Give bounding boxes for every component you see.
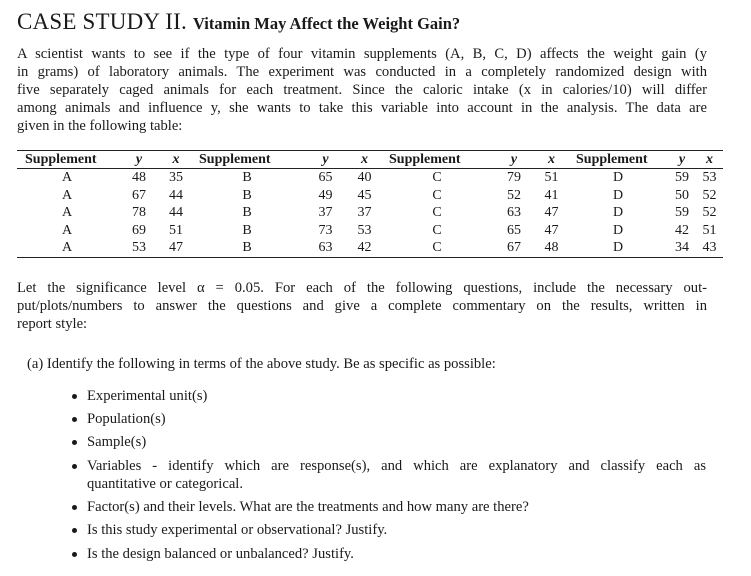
- supplement-header: Supplement: [17, 151, 117, 169]
- x-cell: 51: [169, 222, 183, 238]
- bullet-dot-icon: [72, 417, 77, 422]
- x-cell: 53: [357, 222, 372, 238]
- y-cell: 69: [132, 222, 146, 238]
- list-item: [72, 387, 706, 405]
- list-item-text: Sample(s): [87, 434, 147, 450]
- bullet-dot-icon: [72, 552, 77, 557]
- significance-paragraph: [17, 279, 707, 333]
- list-item: [72, 433, 706, 451]
- supplement-cell: B: [242, 222, 252, 238]
- list-item-text: Is this study experimental or observational? Justify.: [87, 522, 388, 538]
- table-row: [17, 187, 723, 205]
- supplement-cell: B: [191, 239, 303, 257]
- y-cell: 59: [675, 205, 689, 221]
- table-row: [17, 239, 723, 257]
- list-item-text: Variables - identify which are response(s), and which are explanatory and classify each as: [87, 458, 706, 474]
- x-cell: 47: [544, 222, 559, 238]
- table-row: [17, 222, 723, 240]
- supplement-cell: C: [432, 205, 442, 221]
- x-cell: 52: [702, 187, 717, 203]
- x-cell: 52: [702, 205, 717, 221]
- supplement-cell: D: [612, 222, 624, 238]
- supplement-cell: A: [61, 205, 73, 221]
- supplement-cell: B: [242, 205, 252, 221]
- y-header: y: [117, 151, 161, 169]
- supplement-cell: D: [612, 205, 624, 221]
- y-cell: 79: [507, 170, 521, 185]
- y-cell: 65: [318, 170, 333, 185]
- bullet-dot-icon: [72, 394, 77, 399]
- list-item: [72, 457, 706, 493]
- list-item: [72, 545, 706, 563]
- supplement-cell: C: [381, 239, 493, 257]
- x-cell: 41: [544, 187, 559, 203]
- supplement-cell: D: [612, 170, 624, 185]
- supplement-header: Supplement: [191, 151, 303, 169]
- list-item-text: Is the design balanced or unbalanced? Justify.: [87, 546, 354, 562]
- supplement-cell: C: [432, 170, 442, 185]
- supplement-header: Supplement: [568, 151, 668, 169]
- table-row: [17, 204, 723, 222]
- x-cell: 44: [169, 205, 183, 221]
- intro-line: five separately caged animals for each treatment. Since the caloric intake (x in calories/10) will differ: [17, 82, 707, 98]
- y-cell: 67: [132, 187, 146, 203]
- significance-line: put/plots/numbers to answer the questions and give a complete commentary on the results, written in: [17, 298, 707, 314]
- x-cell: 48: [535, 239, 568, 257]
- x-header: x: [161, 151, 191, 169]
- x-cell: 43: [696, 239, 723, 257]
- list-item: [72, 410, 706, 428]
- x-cell: 51: [544, 170, 559, 185]
- y-cell: 48: [132, 170, 146, 185]
- y-cell: 34: [668, 239, 696, 257]
- y-header: y: [493, 151, 535, 169]
- x-cell: 44: [169, 187, 183, 203]
- supplement-cell: C: [432, 222, 442, 238]
- list-item: [72, 498, 706, 516]
- supplement-cell: A: [17, 239, 117, 257]
- supplement-cell: A: [61, 187, 73, 203]
- significance-line: report style:: [17, 316, 88, 332]
- x-cell: 40: [357, 170, 372, 185]
- x-cell: 37: [357, 205, 372, 221]
- x-cell: 51: [702, 222, 717, 238]
- x-cell: 47: [161, 239, 191, 257]
- x-header: x: [348, 151, 381, 169]
- y-cell: 42: [675, 222, 689, 238]
- intro-paragraph: [17, 45, 707, 135]
- x-cell: 45: [357, 187, 372, 203]
- y-cell: 78: [132, 205, 146, 221]
- y-header: y: [303, 151, 348, 169]
- list-item-text: Factor(s) and their levels. What are the treatments and how many are there?: [87, 499, 529, 515]
- supplement-header: Supplement: [381, 151, 493, 169]
- bullet-dot-icon: [72, 528, 77, 533]
- table-row: [17, 169, 723, 187]
- list-item-text: Experimental unit(s): [87, 388, 208, 404]
- x-cell: 42: [348, 239, 381, 257]
- significance-line: Let the significance level α = 0.05. For each of the following questions, include the necessary out-: [17, 280, 707, 296]
- part-a-heading: (a) Identify the following in terms of the above study. Be as specific as possible:: [27, 356, 496, 372]
- x-header: x: [535, 151, 568, 169]
- x-header: x: [696, 151, 723, 169]
- y-header: y: [668, 151, 696, 169]
- y-cell: 63: [303, 239, 348, 257]
- supplement-cell: B: [242, 170, 252, 185]
- title-subtitle: Vitamin May Affect the Weight Gain?: [192, 14, 461, 33]
- supplement-cell: D: [568, 239, 668, 257]
- x-cell: 35: [169, 170, 183, 185]
- x-cell: 47: [544, 205, 559, 221]
- intro-line: in grams) of laboratory animals. The experiment was conducted in a completely randomized design with: [17, 64, 707, 80]
- data-table: [17, 150, 723, 258]
- case-study-title: [17, 9, 460, 35]
- supplement-cell: A: [61, 170, 73, 185]
- y-cell: 50: [675, 187, 689, 203]
- y-cell: 37: [318, 205, 333, 221]
- y-cell: 65: [507, 222, 521, 238]
- supplement-cell: B: [242, 187, 252, 203]
- y-cell: 63: [507, 205, 521, 221]
- y-cell: 52: [507, 187, 521, 203]
- list-item: [72, 521, 706, 539]
- y-cell: 53: [117, 239, 161, 257]
- bullet-dot-icon: [72, 440, 77, 445]
- y-cell: 59: [675, 170, 689, 185]
- intro-line: given in the following table:: [17, 118, 183, 134]
- y-cell: 73: [318, 222, 333, 238]
- supplement-cell: A: [61, 222, 73, 238]
- list-item-text: quantitative or categorical.: [87, 476, 243, 492]
- y-cell: 49: [318, 187, 333, 203]
- bullet-dot-icon: [72, 505, 77, 510]
- y-cell: 67: [493, 239, 535, 257]
- supplement-cell: D: [612, 187, 624, 203]
- list-item-text: Population(s): [87, 411, 166, 427]
- table-header-row: [17, 151, 723, 169]
- intro-line: among animals and influence y, she wants to take this variable into account in the analysis. The data are: [17, 100, 707, 116]
- bullet-dot-icon: [72, 464, 77, 469]
- x-cell: 53: [702, 170, 717, 185]
- intro-line: A scientist wants to see if the type of four vitamin supplements (A, B, C, D) affects the weight gain (y: [17, 46, 707, 62]
- title-main: CASE STUDY II.: [17, 9, 187, 34]
- supplement-cell: C: [432, 187, 442, 203]
